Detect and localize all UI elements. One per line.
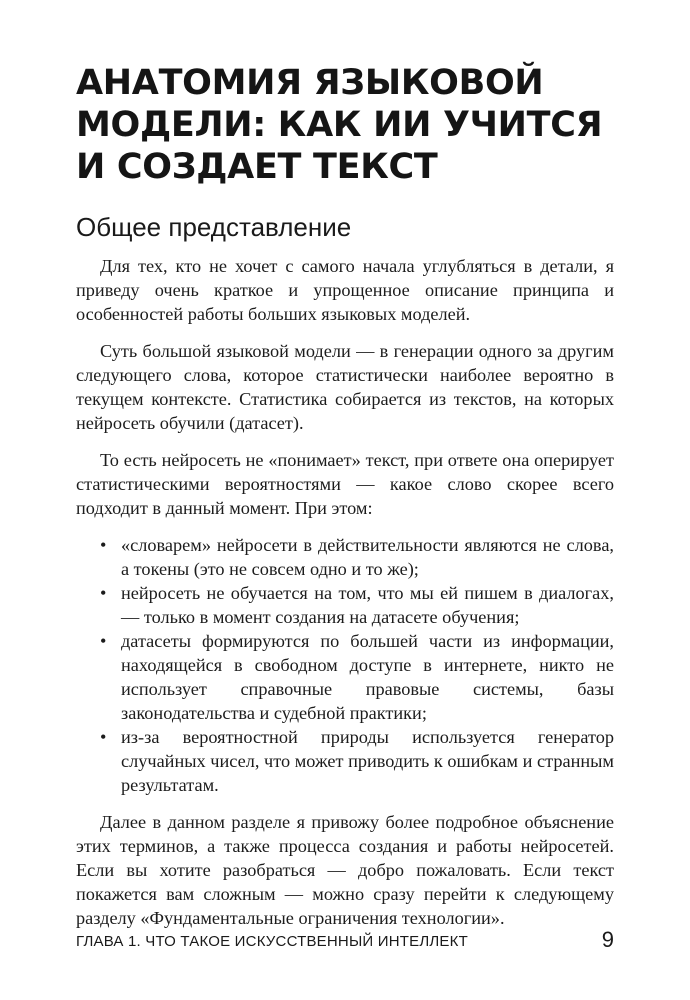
bullet-icon: • — [100, 631, 107, 651]
bullet-list — [76, 533, 614, 797]
paragraph: Суть большой языковой модели — в генерации одного за другим следующего слова, которое статистически наиболее вероятно в текущем контексте. Статистика собирается из текстов, на которых нейросеть обучили (датасет). — [76, 341, 614, 433]
list-item — [100, 629, 614, 725]
list-item — [100, 581, 614, 629]
bullet-icon: • — [100, 583, 107, 603]
list-item-text: из-за вероятностной природы используется генератор случайных чисел, что может приводить к ошибкам и странным результатам. — [121, 727, 614, 795]
paragraph: Для тех, кто не хочет с самого начала углубляться в детали, я приведу очень краткое и упрощенное описание принципа и особенностей работы больших языковых моделей. — [76, 256, 614, 324]
bullet-icon: • — [100, 727, 107, 747]
chapter-title: АНАТОМИЯ ЯЗЫКОВОЙ МОДЕЛИ: КАК ИИ УЧИТСЯ И СОЗДАЕТ ТЕКСТ — [76, 63, 603, 187]
closing-paragraph: Далее в данном разделе я привожу более подробное объяснение этих терминов, а также процесса создания и работы нейросетей. Если вы хотите разобраться — добро пожаловать. Если текст покажется вам сложным — можно сразу перейти к следующему разделу «Фундаментальные ограничения технологии». — [76, 812, 614, 928]
page-number: 9 — [601, 927, 614, 952]
list-item-text: нейросеть не обучается на том, что мы ей пишем в диалогах, — только в момент создания на датасете обучения; — [121, 583, 614, 627]
bullet-icon: • — [100, 535, 107, 555]
paragraph: То есть нейросеть не «понимает» текст, при ответе она оперирует статистическими вероятностями — какое слово скорее всего подходит в данный момент. При этом: — [76, 450, 614, 518]
list-item-text: датасеты формируются по большей части из информации, находящейся в свободном доступе в интернете, никто не использует справочные правовые системы, базы законодательства и судебной практики; — [121, 631, 614, 723]
list-item — [100, 533, 614, 581]
section-heading: Общее представление — [76, 212, 352, 242]
list-item — [100, 725, 614, 797]
list-item-text: «словарем» нейросети в действительности являются не слова, а токены (это не совсем одно и то же); — [121, 535, 614, 579]
body-text — [76, 254, 614, 943]
running-footer-chapter: ГЛАВА 1. ЧТО ТАКОЕ ИСКУССТВЕННЫЙ ИНТЕЛЛЕКТ — [76, 933, 468, 950]
